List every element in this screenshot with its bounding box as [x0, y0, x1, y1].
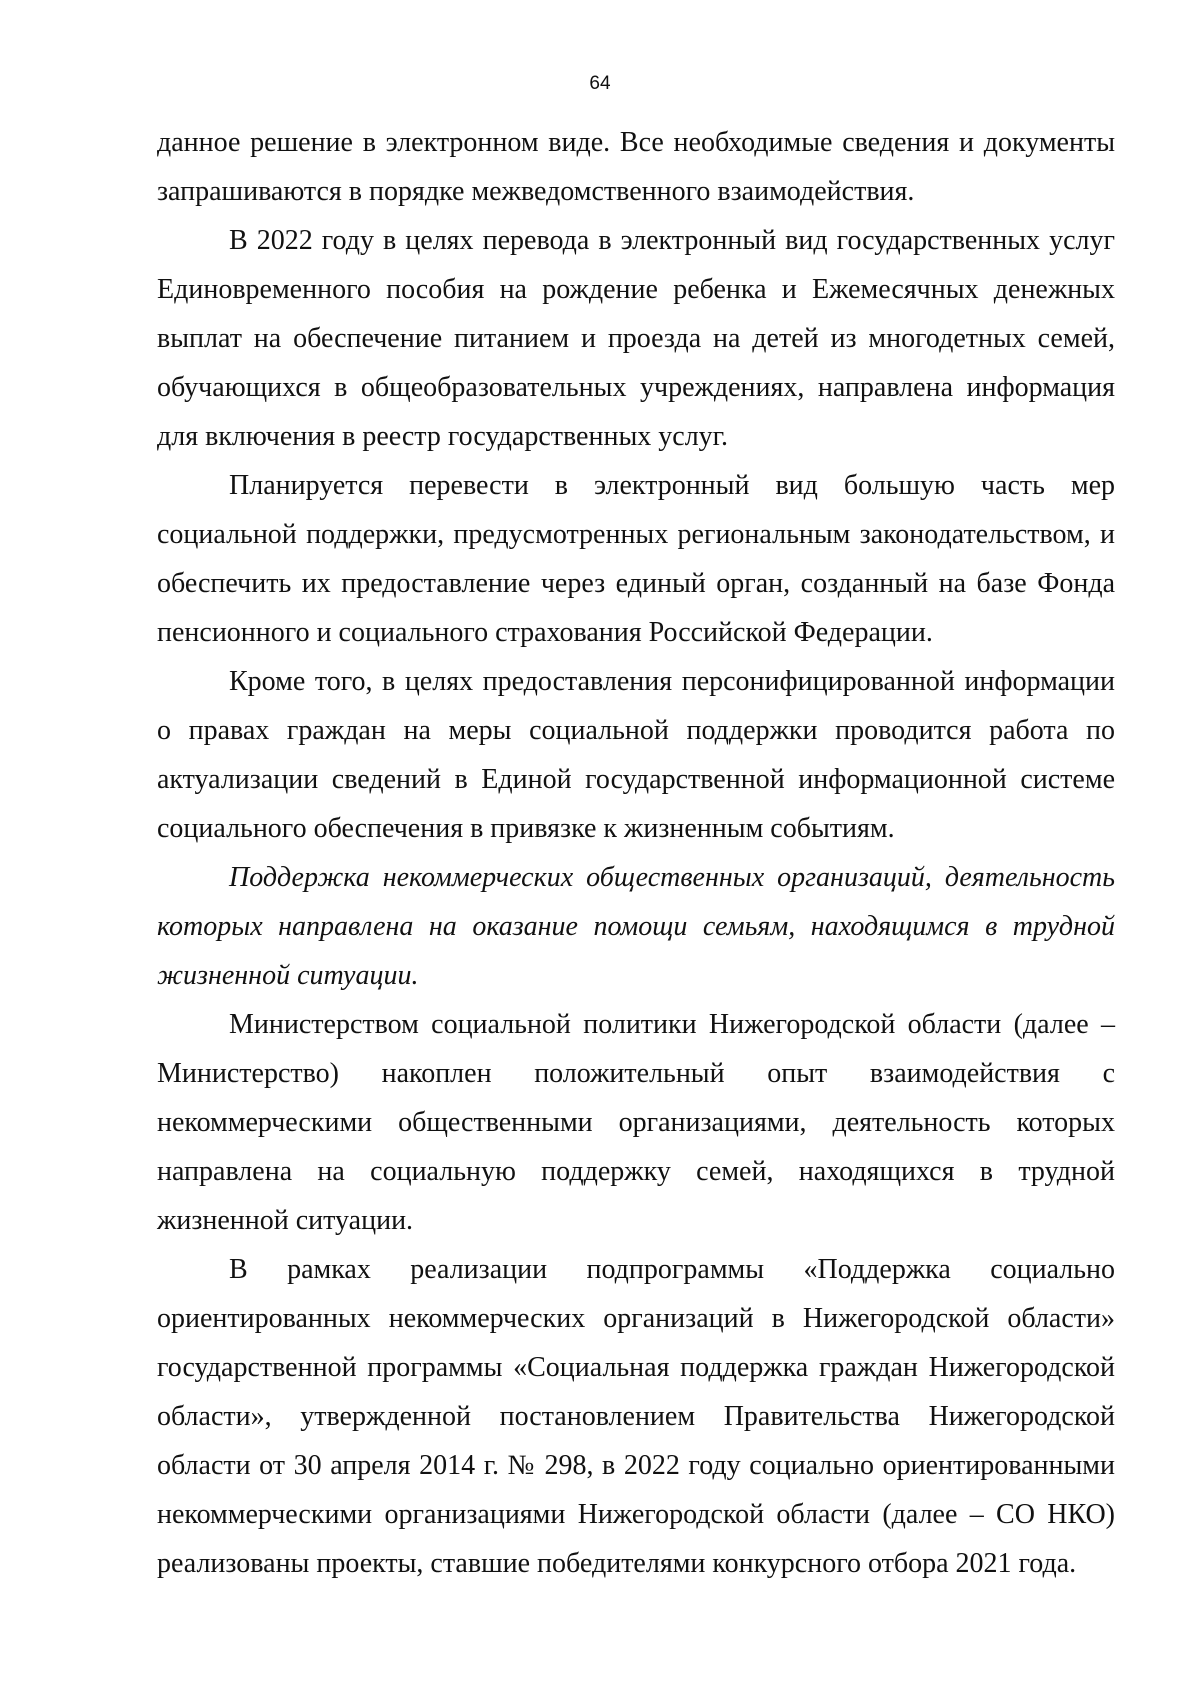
paragraph-subprogram: В рамках реализации подпрограммы «Поддержка социально ориентированных некоммерческих организаций в Нижегородской области» государственной программы «Социальная поддержка граждан Нижегородской области», утвержденной постановлением Правительства Нижегородской области от 30 апреля 2014 г. № 298, в 2022 году социально ориентированными некоммерческими организациями Нижегородской области (далее – СО НКО) реализованы проекты, ставшие победителями конкурсного отбора 2021 года.: [157, 1254, 1115, 1579]
paragraph-personalized-info: Кроме того, в целях предоставления персонифицированной информации о правах граждан на меры социальной поддержки проводится работа по актуализации сведений в Единой государственной информационной системе социального обеспечения в привязке к жизненным событиям.: [157, 666, 1115, 844]
paragraph-continuation: данное решение в электронном виде. Все необходимые сведения и документы запрашиваются в порядке межведомственного взаимодействия.: [157, 127, 1115, 207]
page-number: 64: [589, 73, 611, 94]
document-body: [157, 118, 1115, 1588]
paragraph-planned-transfer: Планируется перевести в электронный вид большую часть мер социальной поддержки, предусмотренных региональным законодательством, и обеспечить их предоставление через единый орган, созданный на базе Фонда пенсионного и социального страхования Российской Федерации.: [157, 470, 1115, 648]
paragraph-ministry-experience: Министерством социальной политики Нижегородской области (далее – Министерство) накоплен положительный опыт взаимодействия с некоммерческими общественными организациями, деятельность которых направлена на социальную поддержку семей, находящихся в трудной жизненной ситуации.: [157, 1009, 1115, 1236]
section-heading-nko-support: Поддержка некоммерческих общественных организаций, деятельность которых направлена на оказание помощи семьям, находящимся в трудной жизненной ситуации.: [157, 862, 1115, 991]
paragraph-electronic-services: В 2022 году в целях перевода в электронный вид государственных услуг Единовременного пособия на рождение ребенка и Ежемесячных денежных выплат на обеспечение питанием и проезда на детей из многодетных семей, обучающихся в общеобразовательных учреждениях, направлена информация для включения в реестр государственных услуг.: [157, 225, 1115, 452]
